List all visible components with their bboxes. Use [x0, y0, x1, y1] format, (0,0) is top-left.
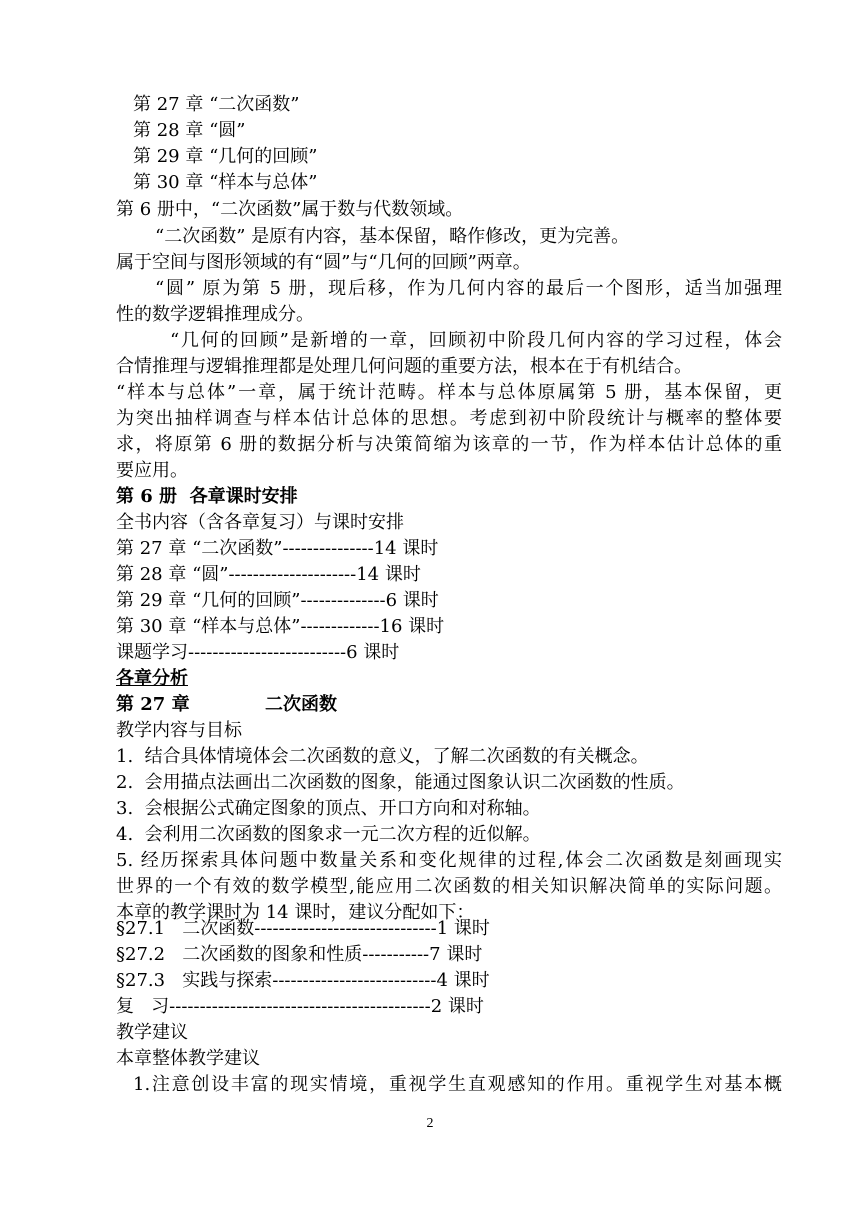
schedule-row: 第 30 章 “样本与总体”-------------16 课时 — [116, 616, 445, 637]
intro-line: 第 6 册中，“二次函数”属于数与代数领域。 — [116, 199, 464, 220]
lesson-row: §27.1 二次函数------------------------------1 课时 — [116, 918, 490, 939]
schedule-row: 课题学习--------------------------6 课时 — [116, 642, 400, 663]
intro-line: “样本与总体”一章，属于统计范畴。样本与总体原属第 5 册，基本保留，更 — [116, 382, 782, 403]
goal-item: 3. 会根据公式确定图象的顶点、开口方向和对称轴。 — [116, 798, 541, 819]
chapter-27-title: 二次函数 — [265, 694, 337, 715]
intro-line: “几何的回顾”是新增的一章，回顾初中阶段几何内容的学习过程，体会 — [170, 330, 782, 351]
lesson-row: §27.2 二次函数的图象和性质-----------7 课时 — [116, 944, 483, 965]
schedule-subheading: 全书内容（含各章复习）与课时安排 — [116, 512, 404, 533]
chapter-list-item: 第 30 章 “样本与总体” — [133, 172, 318, 193]
first-point: 1.注意创设丰富的现实情境，重视学生直观感知的作用。重视学生对基本概 — [133, 1074, 782, 1095]
intro-line: 为突出抽样调查与样本估计总体的思想。考虑到初中阶段统计与概率的整体要 — [116, 408, 782, 429]
intro-line: 求，将原第 6 册的数据分析与决策简缩为该章的一节，作为样本估计总体的重 — [116, 434, 782, 455]
suggest-label: 教学建议 — [116, 1022, 188, 1043]
lesson-row: 复 习-------------------------------------------2 课时 — [116, 996, 484, 1017]
goal-item: 4. 会利用二次函数的图象求一元二次方程的近似解。 — [116, 824, 541, 845]
chapter-list-item: 第 28 章 “圆” — [133, 120, 246, 141]
schedule-row: 第 28 章 “圆”---------------------14 课时 — [116, 564, 421, 585]
chapter-list-item: 第 29 章 “几何的回顾” — [133, 146, 318, 167]
intro-line: 性的数学逻辑推理成分。 — [116, 304, 314, 325]
schedule-row: 第 27 章 “二次函数”---------------14 课时 — [116, 538, 439, 559]
overall-label: 本章整体教学建议 — [116, 1048, 260, 1069]
lesson-intro: 本章的教学课时为 14 课时，建议分配如下： — [116, 902, 475, 923]
intro-line: “二次函数” 是原有内容，基本保留，略作修改，更为完善。 — [155, 226, 630, 247]
goal-item: 世界的一个有效的数学模型,能应用二次函数的相关知识解决简单的实际问题。 — [116, 876, 782, 897]
content-label: 教学内容与目标 — [116, 720, 242, 741]
goal-item: 1. 结合具体情境体会二次函数的意义，了解二次函数的有关概念。 — [116, 746, 649, 767]
schedule-heading: 第 6 册 各章课时安排 — [116, 486, 298, 507]
intro-line: 合情推理与逻辑推理都是处理几何问题的重要方法，根本在于有机结合。 — [116, 356, 692, 377]
schedule-row: 第 29 章 “几何的回顾”--------------6 课时 — [116, 590, 439, 611]
page-number: 2 — [426, 1116, 434, 1131]
analysis-heading: 各章分析 — [116, 668, 188, 689]
goal-item: 2. 会用描点法画出二次函数的图象，能通过图象认识二次函数的性质。 — [116, 772, 685, 793]
goal-item: 5. 经历探索具体问题中数量关系和变化规律的过程,体会二次函数是刻画现实 — [116, 850, 782, 871]
chapter-27-number: 第 27 章 — [116, 694, 190, 715]
intro-line: 要应用。 — [116, 460, 188, 481]
lesson-row: §27.3 实践与探索---------------------------4 课时 — [116, 970, 490, 991]
chapter-list-item: 第 27 章 “二次函数” — [133, 94, 300, 115]
intro-line: 属于空间与图形领域的有“圆”与“几何的回顾”两章。 — [116, 252, 531, 273]
intro-line: “圆” 原为第 5 册，现后移，作为几何内容的最后一个图形，适当加强理 — [155, 278, 782, 299]
